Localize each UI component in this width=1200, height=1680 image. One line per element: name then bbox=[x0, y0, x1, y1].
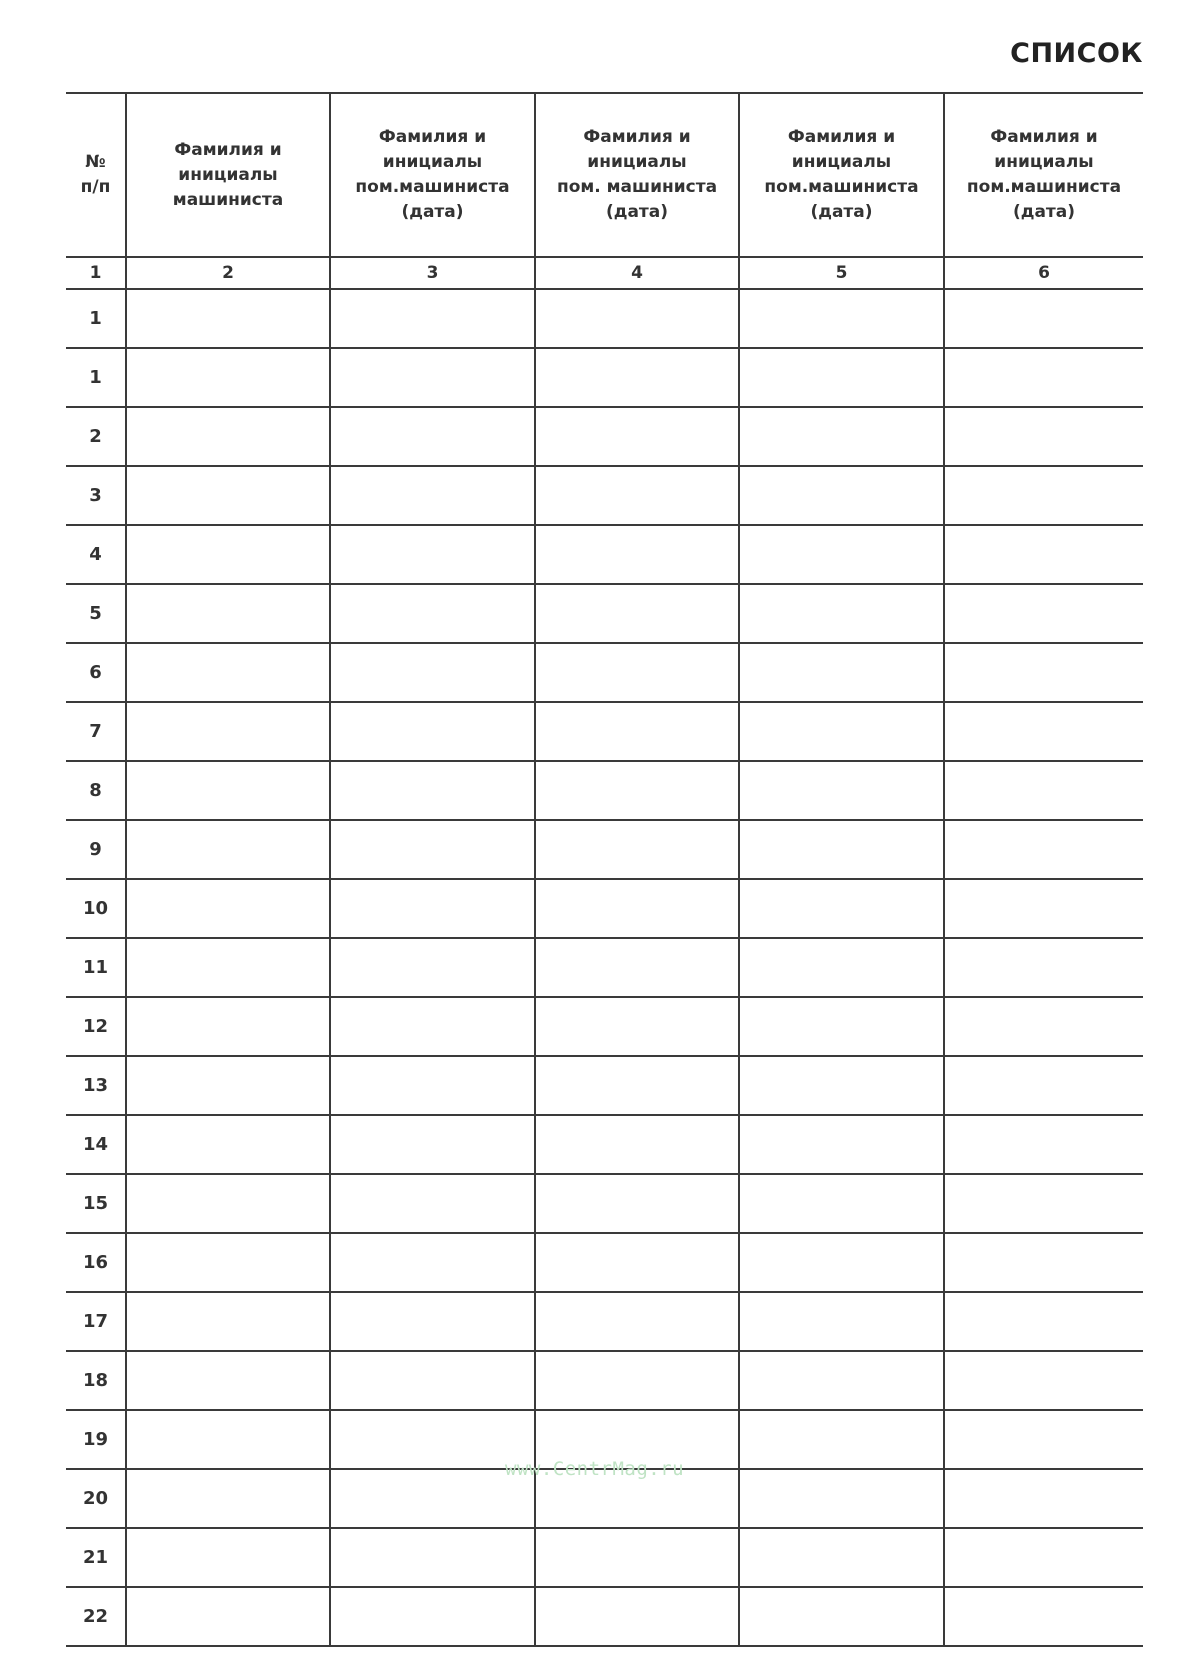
entry-cell[interactable] bbox=[126, 289, 330, 348]
header-label: Фамилия и инициалы пом.машиниста (дата) bbox=[764, 127, 919, 222]
header-cell-assistant-1 bbox=[330, 93, 535, 257]
page-title: СПИСОК bbox=[1010, 38, 1143, 69]
table-row bbox=[66, 1528, 1143, 1587]
header-cell-number bbox=[66, 93, 126, 257]
table-row bbox=[66, 820, 1143, 879]
entry-cell[interactable] bbox=[739, 761, 944, 820]
entry-cell[interactable] bbox=[944, 1469, 1143, 1528]
header-label: Фамилия и инициалы пом.машиниста (дата) bbox=[966, 127, 1122, 222]
entry-cell[interactable] bbox=[330, 1587, 535, 1646]
row-number: 1 bbox=[66, 348, 126, 407]
entry-cell[interactable] bbox=[739, 997, 944, 1056]
row-number: 2 bbox=[66, 407, 126, 466]
header-label: Фамилия и инициалы машиниста bbox=[172, 139, 284, 210]
entry-cell[interactable] bbox=[739, 1233, 944, 1292]
table-row bbox=[66, 997, 1143, 1056]
entry-cell[interactable] bbox=[739, 584, 944, 643]
table-row bbox=[66, 938, 1143, 997]
entry-cell[interactable] bbox=[535, 289, 739, 348]
entry-cell[interactable] bbox=[944, 1174, 1143, 1233]
entry-cell[interactable] bbox=[944, 761, 1143, 820]
row-number: 7 bbox=[66, 702, 126, 761]
entry-cell[interactable] bbox=[944, 702, 1143, 761]
entry-cell[interactable] bbox=[944, 820, 1143, 879]
entry-cell[interactable] bbox=[739, 466, 944, 525]
entry-cell[interactable] bbox=[535, 407, 739, 466]
table-row bbox=[66, 407, 1143, 466]
entry-cell[interactable] bbox=[330, 1174, 535, 1233]
row-number: 13 bbox=[66, 1056, 126, 1115]
entry-cell[interactable] bbox=[944, 997, 1143, 1056]
entry-cell[interactable] bbox=[739, 938, 944, 997]
entry-cell[interactable] bbox=[944, 1115, 1143, 1174]
entry-cell[interactable] bbox=[126, 1115, 330, 1174]
row-number: 9 bbox=[66, 820, 126, 879]
entry-cell[interactable] bbox=[535, 1056, 739, 1115]
row-number: 8 bbox=[66, 761, 126, 820]
entry-cell[interactable] bbox=[330, 348, 535, 407]
entry-cell[interactable] bbox=[535, 1292, 739, 1351]
entry-cell[interactable] bbox=[330, 1351, 535, 1410]
table-row bbox=[66, 1587, 1143, 1646]
entry-cell[interactable] bbox=[944, 466, 1143, 525]
entry-cell[interactable] bbox=[126, 525, 330, 584]
entry-cell[interactable] bbox=[126, 584, 330, 643]
entry-cell[interactable] bbox=[739, 407, 944, 466]
entry-cell[interactable] bbox=[126, 879, 330, 938]
entry-cell[interactable] bbox=[126, 1528, 330, 1587]
entry-cell[interactable] bbox=[126, 1587, 330, 1646]
entry-cell[interactable] bbox=[739, 879, 944, 938]
entry-cell[interactable] bbox=[535, 1351, 739, 1410]
column-number: 6 bbox=[944, 257, 1143, 289]
entry-cell[interactable] bbox=[944, 1351, 1143, 1410]
entry-cell[interactable] bbox=[535, 1233, 739, 1292]
row-number: 3 bbox=[66, 466, 126, 525]
entry-cell[interactable] bbox=[535, 702, 739, 761]
row-number: 1 bbox=[66, 289, 126, 348]
table-row bbox=[66, 525, 1143, 584]
row-number: 5 bbox=[66, 584, 126, 643]
entry-cell[interactable] bbox=[126, 407, 330, 466]
entry-cell[interactable] bbox=[535, 879, 739, 938]
column-number: 2 bbox=[126, 257, 330, 289]
entry-cell[interactable] bbox=[944, 938, 1143, 997]
column-number: 5 bbox=[739, 257, 944, 289]
watermark: www.CentrMag.ru bbox=[505, 1458, 685, 1480]
entry-cell[interactable] bbox=[330, 879, 535, 938]
table-row bbox=[66, 879, 1143, 938]
entry-cell[interactable] bbox=[739, 348, 944, 407]
entry-cell[interactable] bbox=[535, 938, 739, 997]
table-row bbox=[66, 289, 1143, 348]
table-row bbox=[66, 1233, 1143, 1292]
header-cell-assistant-3 bbox=[739, 93, 944, 257]
entry-cell[interactable] bbox=[535, 997, 739, 1056]
entry-cell[interactable] bbox=[330, 938, 535, 997]
entry-cell[interactable] bbox=[126, 1410, 330, 1469]
entry-cell[interactable] bbox=[739, 1056, 944, 1115]
entry-cell[interactable] bbox=[126, 348, 330, 407]
row-number: 4 bbox=[66, 525, 126, 584]
entry-cell[interactable] bbox=[330, 525, 535, 584]
entry-cell[interactable] bbox=[944, 289, 1143, 348]
entry-cell[interactable] bbox=[126, 702, 330, 761]
header-label: № п/п bbox=[80, 152, 111, 197]
header-label: Фамилия и инициалы пом. машиниста (дата) bbox=[556, 127, 718, 222]
entry-cell[interactable] bbox=[944, 1410, 1143, 1469]
column-number: 4 bbox=[535, 257, 739, 289]
entry-cell[interactable] bbox=[739, 1115, 944, 1174]
row-number: 21 bbox=[66, 1528, 126, 1587]
row-number: 18 bbox=[66, 1351, 126, 1410]
entry-cell[interactable] bbox=[739, 702, 944, 761]
entry-cell[interactable] bbox=[944, 348, 1143, 407]
entry-cell[interactable] bbox=[944, 407, 1143, 466]
table-row bbox=[66, 348, 1143, 407]
entry-cell[interactable] bbox=[330, 584, 535, 643]
entry-cell[interactable] bbox=[535, 761, 739, 820]
header-label: Фамилия и инициалы пом.машиниста (дата) bbox=[355, 127, 510, 222]
table-row bbox=[66, 466, 1143, 525]
entry-cell[interactable] bbox=[535, 643, 739, 702]
entry-cell[interactable] bbox=[739, 820, 944, 879]
entry-cell[interactable] bbox=[944, 1292, 1143, 1351]
entry-cell[interactable] bbox=[330, 820, 535, 879]
entry-cell[interactable] bbox=[944, 1233, 1143, 1292]
entry-cell[interactable] bbox=[330, 997, 535, 1056]
entry-cell[interactable] bbox=[126, 643, 330, 702]
entry-cell[interactable] bbox=[126, 820, 330, 879]
entry-cell[interactable] bbox=[330, 702, 535, 761]
entry-cell[interactable] bbox=[126, 1351, 330, 1410]
entry-cell[interactable] bbox=[535, 1528, 739, 1587]
list-table bbox=[66, 92, 1143, 1647]
column-number: 1 bbox=[66, 257, 126, 289]
entry-cell[interactable] bbox=[739, 525, 944, 584]
entry-cell[interactable] bbox=[944, 1587, 1143, 1646]
table-row bbox=[66, 1351, 1143, 1410]
entry-cell[interactable] bbox=[330, 1292, 535, 1351]
entry-cell[interactable] bbox=[739, 289, 944, 348]
entry-cell[interactable] bbox=[126, 1056, 330, 1115]
entry-cell[interactable] bbox=[944, 879, 1143, 938]
entry-cell[interactable] bbox=[330, 407, 535, 466]
entry-cell[interactable] bbox=[535, 1587, 739, 1646]
row-number: 12 bbox=[66, 997, 126, 1056]
entry-cell[interactable] bbox=[739, 1292, 944, 1351]
entry-cell[interactable] bbox=[739, 1351, 944, 1410]
entry-cell[interactable] bbox=[330, 289, 535, 348]
entry-cell[interactable] bbox=[330, 1528, 535, 1587]
entry-cell[interactable] bbox=[330, 1233, 535, 1292]
entry-cell[interactable] bbox=[330, 1115, 535, 1174]
row-number: 14 bbox=[66, 1115, 126, 1174]
entry-cell[interactable] bbox=[126, 466, 330, 525]
entry-cell[interactable] bbox=[126, 761, 330, 820]
row-number: 6 bbox=[66, 643, 126, 702]
entry-cell[interactable] bbox=[330, 643, 535, 702]
entry-cell[interactable] bbox=[126, 997, 330, 1056]
header-cell-assistant-2 bbox=[535, 93, 739, 257]
entry-cell[interactable] bbox=[535, 584, 739, 643]
entry-cell[interactable] bbox=[330, 761, 535, 820]
entry-cell[interactable] bbox=[739, 1587, 944, 1646]
entry-cell[interactable] bbox=[739, 1174, 944, 1233]
table-row bbox=[66, 1115, 1143, 1174]
row-number: 10 bbox=[66, 879, 126, 938]
header-row bbox=[66, 93, 1143, 257]
entry-cell[interactable] bbox=[739, 1528, 944, 1587]
row-number: 17 bbox=[66, 1292, 126, 1351]
entry-cell[interactable] bbox=[739, 643, 944, 702]
row-number: 22 bbox=[66, 1587, 126, 1646]
entry-cell[interactable] bbox=[535, 1174, 739, 1233]
entry-cell[interactable] bbox=[330, 1056, 535, 1115]
entry-cell[interactable] bbox=[126, 938, 330, 997]
entry-cell[interactable] bbox=[535, 820, 739, 879]
table-row bbox=[66, 702, 1143, 761]
entry-cell[interactable] bbox=[330, 466, 535, 525]
entry-cell[interactable] bbox=[535, 348, 739, 407]
entry-cell[interactable] bbox=[739, 1410, 944, 1469]
column-number: 3 bbox=[330, 257, 535, 289]
column-number-row bbox=[66, 257, 1143, 289]
entry-cell[interactable] bbox=[944, 584, 1143, 643]
table-row bbox=[66, 584, 1143, 643]
entry-cell[interactable] bbox=[126, 1233, 330, 1292]
table-row bbox=[66, 1174, 1143, 1233]
entry-cell[interactable] bbox=[944, 525, 1143, 584]
row-number: 20 bbox=[66, 1469, 126, 1528]
entry-cell[interactable] bbox=[944, 1056, 1143, 1115]
entry-cell[interactable] bbox=[739, 1469, 944, 1528]
entry-cell[interactable] bbox=[126, 1174, 330, 1233]
row-number: 11 bbox=[66, 938, 126, 997]
row-number: 19 bbox=[66, 1410, 126, 1469]
entry-cell[interactable] bbox=[126, 1292, 330, 1351]
row-number: 16 bbox=[66, 1233, 126, 1292]
entry-cell[interactable] bbox=[535, 466, 739, 525]
table-row bbox=[66, 1292, 1143, 1351]
entry-cell[interactable] bbox=[944, 643, 1143, 702]
entry-cell[interactable] bbox=[126, 1469, 330, 1528]
header-cell-driver bbox=[126, 93, 330, 257]
entry-cell[interactable] bbox=[535, 525, 739, 584]
table-row bbox=[66, 761, 1143, 820]
table-row bbox=[66, 643, 1143, 702]
table-row bbox=[66, 1056, 1143, 1115]
row-number: 15 bbox=[66, 1174, 126, 1233]
header-cell-assistant-4 bbox=[944, 93, 1143, 257]
entry-cell[interactable] bbox=[944, 1528, 1143, 1587]
entry-cell[interactable] bbox=[535, 1115, 739, 1174]
